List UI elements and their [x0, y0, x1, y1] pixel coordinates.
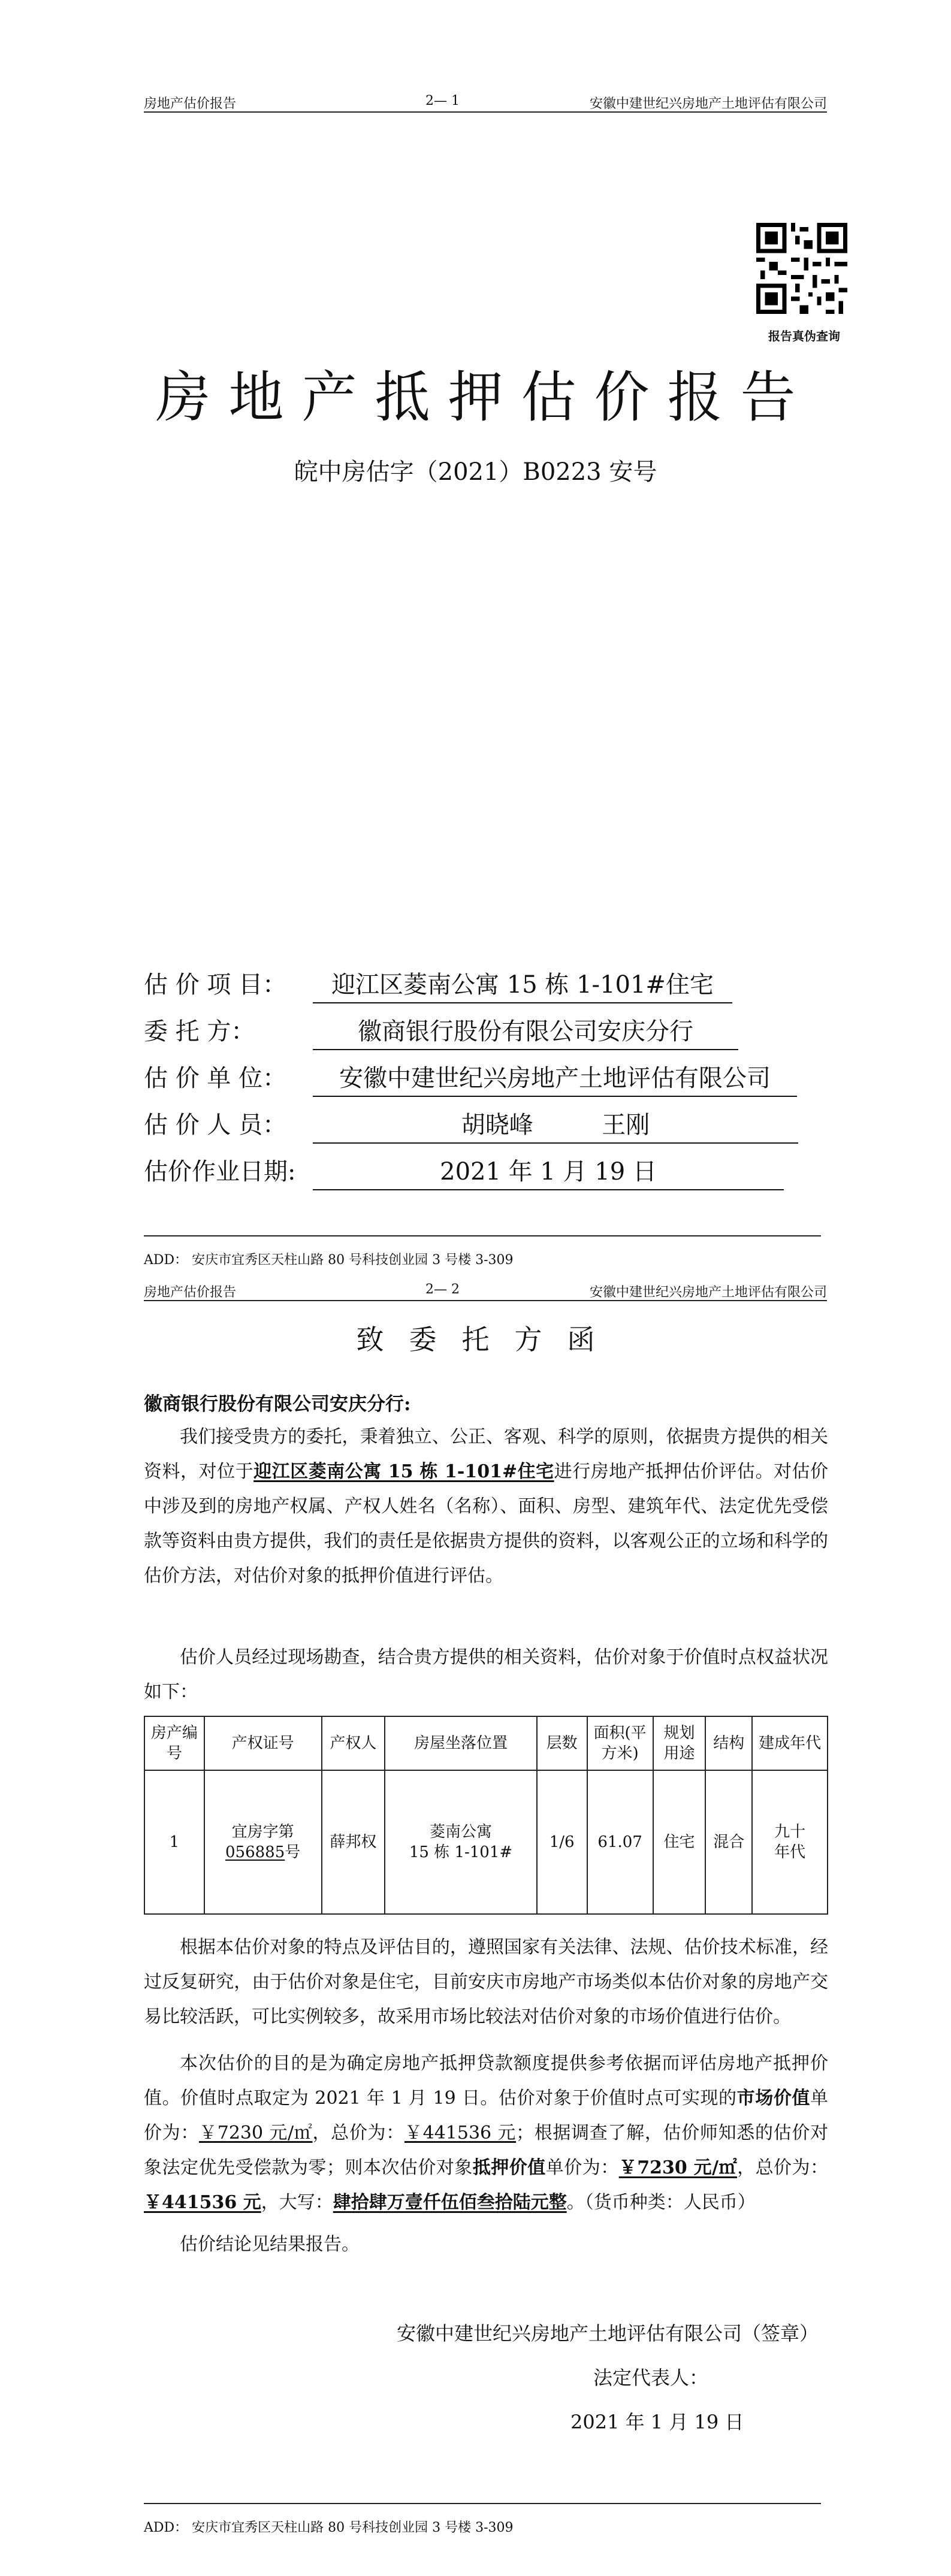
table-header: 层数 — [537, 1716, 587, 1770]
footer-line — [144, 2503, 821, 2504]
header-page-number: 2— 1 — [425, 93, 460, 108]
field-value: 安徽中建世纪兴房地产土地评估有限公司 — [313, 1059, 797, 1097]
qr-caption: 报告真伪查询 — [768, 329, 840, 343]
cell-no: 1 — [144, 1770, 204, 1914]
letter-paragraph-3: 根据本估价对象的特点及评估目的，遵照国家有关法律、法规、估价技术标准，经过反复研究，由于估价对象是住宅，目前安庆市房地产市场类似本估价对象的房地产交易比较活跃，可比实例较多，故采用市场比较法对估价对象的市场价值进行估价。 — [144, 1937, 828, 2027]
cell-use: 住宅 — [653, 1770, 706, 1914]
market-total-price: ￥441536 元 — [404, 2123, 517, 2143]
market-value-label: 市场价值 — [736, 2088, 811, 2109]
table-header: 建成年代 — [752, 1716, 828, 1770]
letter-paragraph-4: 本次估价的目的是为确定房地产抵押贷款额度提供参考依据而评估房地产抵押价值。价值时点取定为 2021 年 1 月 19 日。估价对象于价值时点可实现的市场价值单价为：￥7230 元/㎡，总价为：￥441536 元；根据调查了解，估价师知悉的估价对象法定优先受偿款为零；则本次估价对象抵押价值单价为：￥7230 元/㎡，总价为：￥441536 元，大写：肆拾肆万壹仟伍佰叁拾陆元整。（货币种类：人民币） — [144, 2053, 829, 2213]
property-address: 迎江区菱南公寓 15 栋 1-101#住宅 — [253, 1461, 554, 1482]
signature-date: 2021 年 1 月 19 日 — [570, 2411, 744, 2433]
header-left: 房地产估价报告 — [144, 96, 237, 111]
letter-paragraph-1: 我们接受贵方的委托，秉着独立、公正、客观、科学的原则，依据贵方提供的相关资料，对位于迎江区菱南公寓 15 栋 1-101#住宅进行房地产抵押估价评估。对估价中涉及到的房地产权属、产权人姓名（名称）、面积、房型、建筑年代、法定优先受偿款等资料由贵方提供，我们的责任是依据贵方提供的资料，以客观公正的立场和科学的估价方法，对估价对象的抵押价值进行评估。 — [144, 1426, 829, 1586]
amount-in-words: 肆拾肆万壹仟伍佰叁拾陆元整 — [333, 2192, 567, 2213]
cell-floors: 1/6 — [537, 1770, 587, 1914]
field-label: 估 价 项 目： — [144, 971, 287, 999]
mortgage-total-price: ￥441536 元 — [144, 2192, 261, 2213]
cell-owner: 薛邦权 — [322, 1770, 385, 1914]
table-header: 产权人 — [322, 1716, 385, 1770]
table-header: 规划用途 — [653, 1716, 706, 1770]
field-value: 徽商银行股份有限公司安庆分行 — [313, 1012, 738, 1050]
header-page-number: 2— 2 — [425, 1282, 460, 1297]
qr-code[interactable] — [756, 223, 847, 314]
field-value: 迎江区菱南公寓 15 栋 1-101#住宅 — [313, 966, 732, 1003]
field-value: 胡晓峰 王刚 — [313, 1106, 798, 1144]
cell-structure: 混合 — [705, 1770, 752, 1914]
footer-address: ADD： 安庆市宜秀区天柱山路 80 号科技创业园 3 号楼 3-309 — [144, 1253, 514, 1268]
letter-paragraph-2: 估价人员经过现场勘查，结合贵方提供的相关资料，估价对象于价值时点权益状况如下： — [144, 1647, 828, 1703]
table-header: 面积(平方米) — [587, 1716, 653, 1770]
table-header: 结构 — [705, 1716, 752, 1770]
field-label: 估 价 单 位： — [144, 1065, 287, 1092]
report-number: 皖中房估字（2021）B0223 安号 — [294, 458, 657, 486]
cell-cert: 宜房字第 056885号 — [204, 1770, 322, 1914]
letter-paragraph-5: 估价结论见结果报告。 — [180, 2234, 360, 2255]
table-header: 房产编号 — [144, 1716, 204, 1770]
report-title: 房地产抵押估价报告 — [155, 365, 814, 430]
letter-addressee: 徽商银行股份有限公司安庆分行: — [144, 1393, 411, 1415]
cell-area: 61.07 — [587, 1770, 653, 1914]
cert-number: 056885 — [225, 1843, 285, 1861]
market-unit-price: ￥7230 元/㎡ — [199, 2123, 313, 2143]
property-table — [144, 1716, 828, 1915]
header-left: 房地产估价报告 — [144, 1285, 237, 1300]
page1-header — [144, 91, 827, 113]
page2-header — [144, 1280, 827, 1301]
footer-line — [144, 1235, 821, 1236]
cell-year: 九十 年代 — [752, 1770, 828, 1914]
header-company: 安徽中建世纪兴房地产土地评估有限公司 — [589, 96, 827, 111]
mortgage-value-label: 抵押价值 — [472, 2157, 546, 2178]
letter-title: 致委托方函 — [356, 1323, 620, 1356]
signature-company: 安徽中建世纪兴房地产土地评估有限公司（签章） — [397, 2322, 819, 2345]
field-value: 2021 年 1 月 19 日 — [313, 1153, 784, 1190]
table-header: 产权证号 — [204, 1716, 322, 1770]
table-header-row — [144, 1716, 828, 1770]
footer-address: ADD： 安庆市宜秀区天柱山路 80 号科技创业园 3 号楼 3-309 — [144, 2520, 514, 2535]
mortgage-unit-price: ￥7230 元/㎡ — [618, 2157, 738, 2178]
header-company: 安徽中建世纪兴房地产土地评估有限公司 — [589, 1285, 827, 1300]
table-header: 房屋坐落位置 — [385, 1716, 536, 1770]
signature-representative: 法定代表人： — [593, 2366, 709, 2389]
field-label: 估 价 人 员： — [144, 1111, 287, 1139]
cell-location: 菱南公寓 15 栋 1-101# — [385, 1770, 536, 1914]
field-label: 委 托 方： — [144, 1018, 255, 1045]
table-row — [144, 1770, 828, 1914]
field-label: 估价作业日期: — [144, 1158, 296, 1186]
